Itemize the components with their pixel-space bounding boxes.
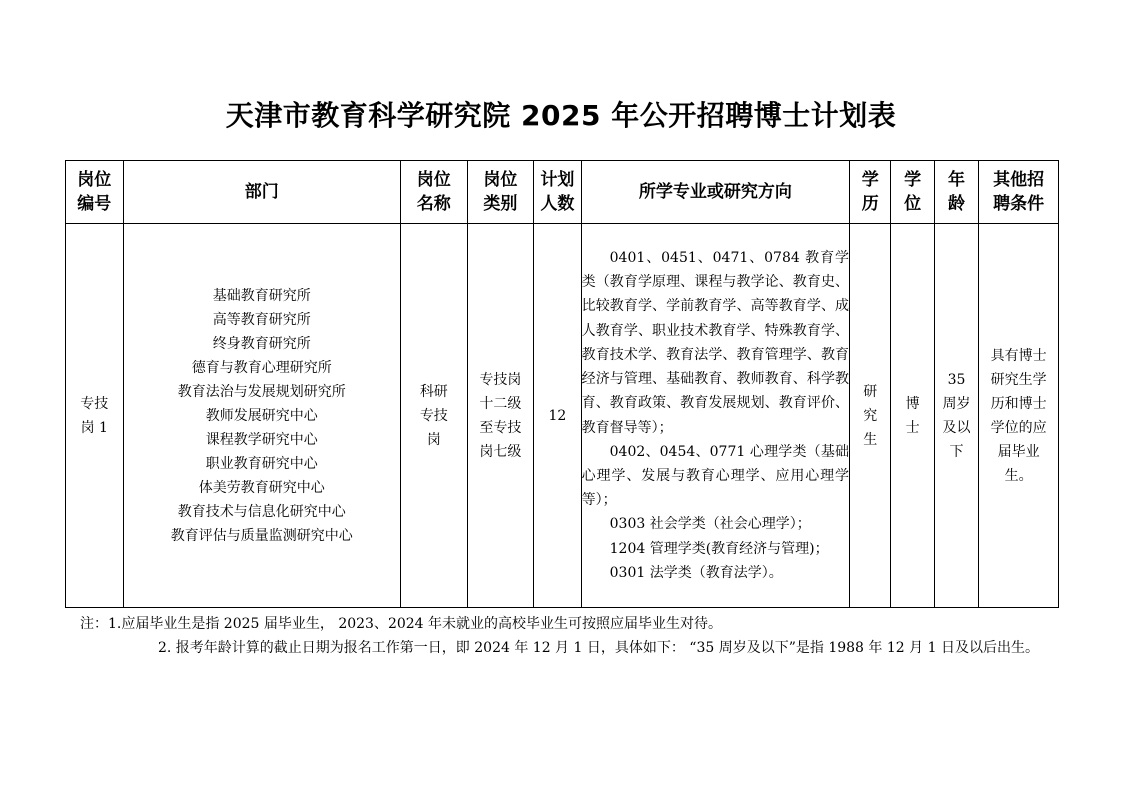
list-item: 体美劳教育研究中心 [198, 479, 325, 496]
page-title: 天津市教育科学研究院 2025 年公开招聘博士计划表 [225, 99, 897, 132]
header-major: 所学专业或研究方向 [581, 161, 849, 224]
table-header-row [66, 161, 1059, 224]
recruitment-plan-table [65, 160, 1059, 608]
list-item: 教育评估与质量监测研究中心 [170, 527, 353, 544]
cell-post-id: 专技岗 1 [66, 224, 124, 608]
header-post-category: 岗位类别 [467, 161, 534, 224]
cell-age: 35周岁及以下 [934, 224, 978, 608]
header-degree: 学位 [891, 161, 934, 224]
cell-post-category: 专技岗十二级至专技岗七级 [467, 224, 534, 608]
footnote-1: 注：1.应届毕业生是指 2025 届毕业生， 2023、2024 年未就业的高校毕业生可按照应届毕业生对待。 [80, 616, 723, 632]
header-post-id: 岗位编号 [66, 161, 124, 224]
major-item: 0303 社会学类（社会心理学）； [609, 516, 811, 533]
list-item: 终身教育研究所 [212, 335, 311, 352]
list-item: 德育与教育心理研究所 [191, 359, 332, 376]
cell-education: 研究生 [850, 224, 891, 608]
list-item: 职业教育研究中心 [205, 455, 318, 472]
list-item: 高等教育研究所 [212, 311, 311, 328]
header-post-name: 岗位名称 [401, 161, 468, 224]
major-item: 1204 管理学类(教育经济与管理)； [609, 540, 829, 557]
cell-degree: 博士 [891, 224, 934, 608]
list-item: 教育技术与信息化研究中心 [177, 503, 346, 520]
cell-other-conditions: 具有博士研究生学历和博士学位的应届毕业生。 [979, 224, 1059, 608]
footnote-2: 2. 报考年龄计算的截止日期为报名工作第一日，即 2024 年 12 月 1 日，具体如下： “35 周岁及以下”是指 1988 年 12 月 1 日及以后出生。 [158, 640, 1039, 656]
list-item: 基础教育研究所 [212, 287, 311, 304]
cell-post-name: 科研专技岗 [401, 224, 468, 608]
header-education: 学历 [850, 161, 891, 224]
list-item: 教师发展研究中心 [205, 407, 318, 424]
header-other-conditions: 其他招聘条件 [979, 161, 1059, 224]
cell-majors [581, 224, 849, 608]
major-item: 0401、0451、0471、0784 教育学类（教育学原理、课程与教学论、教育史、比较教育学、学前教育学、高等教育学、成人教育学、职业技术教育学、特殊教育学、教育技术学、教育法学、教育管理学、教育经济与管理、基础教育、教师教育、科学教育、教育政策、教育发展规划、教育评价、教育督导等）； [581, 250, 850, 436]
header-quota: 计划人数 [534, 161, 581, 224]
list-item: 课程教学研究中心 [205, 431, 318, 448]
major-item: 0402、0454、0771 心理学类（基础心理学、发展与教育心理学、应用心理学等）； [581, 443, 850, 509]
list-item: 教育法治与发展规划研究所 [177, 383, 346, 400]
department-list [124, 284, 401, 548]
header-department: 部门 [123, 161, 401, 224]
cell-quota: 12 [534, 224, 581, 608]
major-item: 0301 法学类（教育法学）。 [609, 564, 783, 581]
header-age: 年龄 [934, 161, 978, 224]
cell-departments [123, 224, 401, 608]
table-row [66, 224, 1059, 608]
footnotes [80, 612, 1040, 660]
